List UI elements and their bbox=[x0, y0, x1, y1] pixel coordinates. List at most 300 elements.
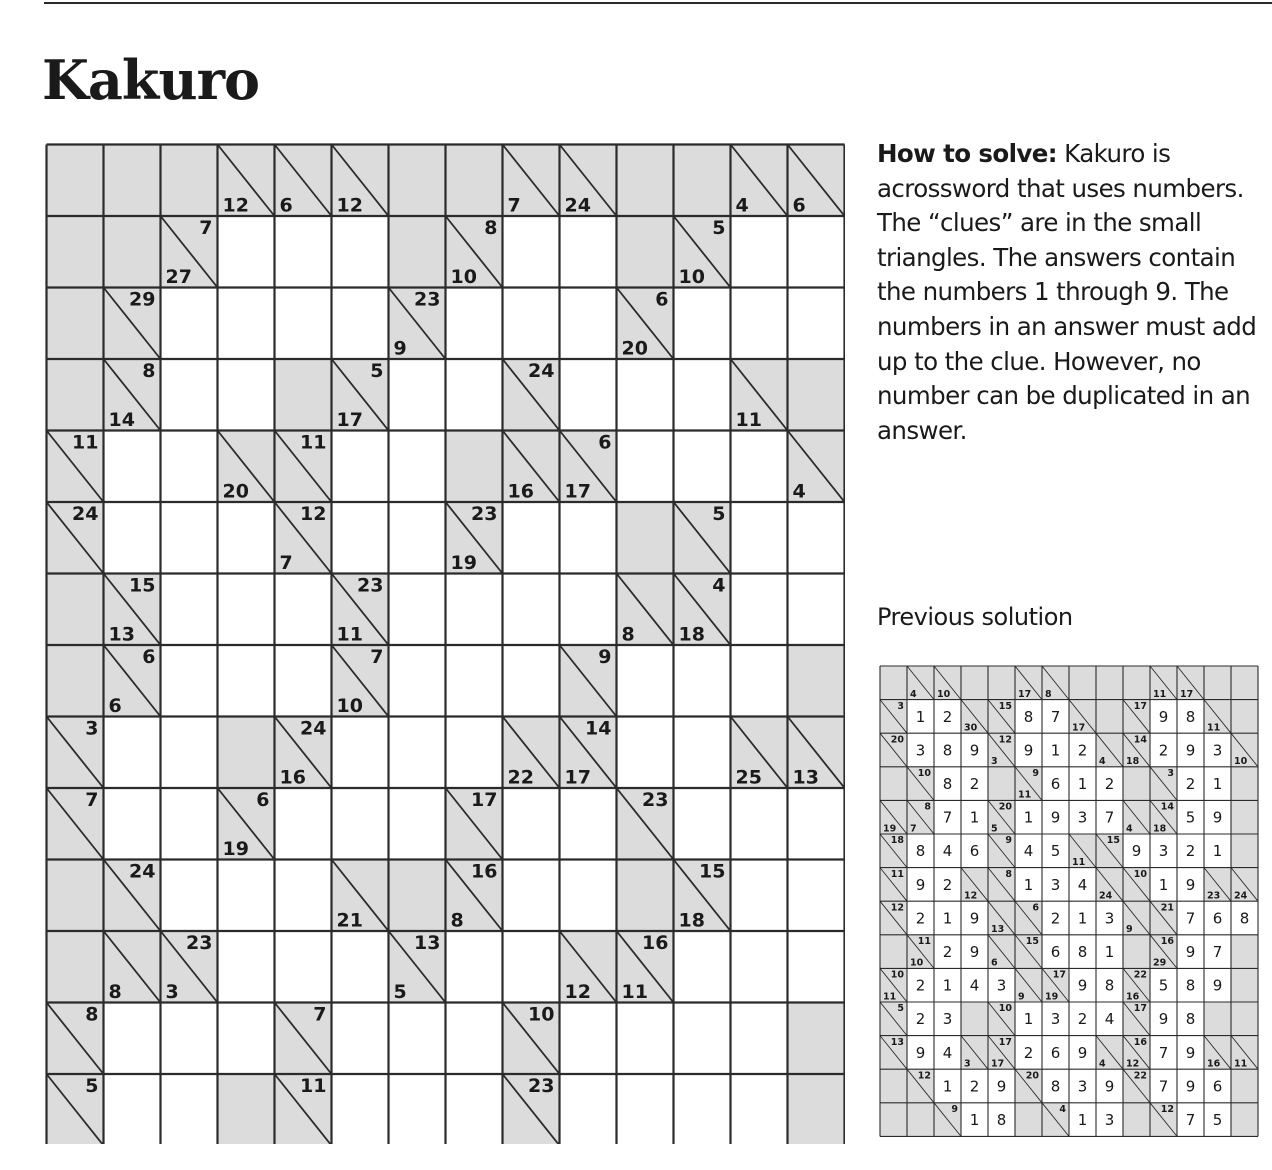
puzzle-answer-cell[interactable] bbox=[332, 788, 389, 860]
solution-block-cell bbox=[1069, 666, 1096, 700]
puzzle-answer-cell[interactable] bbox=[332, 216, 389, 288]
across-clue: 12 bbox=[917, 1070, 931, 1082]
puzzle-block-cell bbox=[788, 645, 845, 717]
solution-answer-cell bbox=[1150, 1069, 1177, 1103]
across-clue: 17 bbox=[471, 788, 498, 811]
puzzle-answer-cell[interactable] bbox=[446, 1074, 503, 1144]
puzzle-answer-cell[interactable] bbox=[389, 502, 446, 574]
puzzle-answer-cell[interactable] bbox=[731, 645, 788, 717]
solution-block-cell bbox=[1231, 1069, 1258, 1103]
solution-answer-cell bbox=[934, 868, 961, 902]
down-clue: 19 bbox=[883, 823, 897, 835]
puzzle-answer-cell[interactable] bbox=[218, 288, 275, 360]
puzzle-answer-cell[interactable] bbox=[560, 788, 617, 860]
puzzle-block-cell bbox=[788, 359, 845, 431]
svg-text:6: 6 bbox=[1050, 1043, 1061, 1062]
solution-answer-cell bbox=[1177, 868, 1204, 902]
puzzle-answer-cell[interactable] bbox=[389, 717, 446, 789]
puzzle-clue-cell bbox=[446, 860, 503, 932]
across-clue: 5 bbox=[85, 1074, 99, 1097]
puzzle-answer-cell[interactable] bbox=[788, 788, 845, 860]
puzzle-answer-cell[interactable] bbox=[389, 645, 446, 717]
svg-text:8: 8 bbox=[1023, 707, 1034, 726]
svg-text:8: 8 bbox=[942, 775, 953, 793]
svg-text:8: 8 bbox=[915, 842, 926, 861]
svg-text:2: 2 bbox=[1158, 741, 1169, 760]
svg-text:1: 1 bbox=[1212, 842, 1223, 861]
puzzle-block-cell bbox=[104, 145, 161, 217]
across-clue: 11 bbox=[72, 431, 99, 454]
puzzle-answer-cell[interactable] bbox=[788, 574, 845, 646]
solution-clue-cell bbox=[988, 733, 1015, 767]
solution-answer-cell bbox=[1150, 834, 1177, 868]
puzzle-answer-cell[interactable] bbox=[788, 931, 845, 1003]
svg-text:3: 3 bbox=[1158, 842, 1169, 861]
across-clue: 9 bbox=[1032, 768, 1039, 780]
puzzle-answer-cell[interactable] bbox=[275, 574, 332, 646]
solution-answer-cell bbox=[988, 1103, 1015, 1137]
puzzle-answer-cell[interactable] bbox=[731, 502, 788, 574]
solution-block-cell bbox=[1123, 935, 1150, 969]
puzzle-answer-cell[interactable] bbox=[275, 931, 332, 1003]
solution-clue-cell bbox=[961, 700, 988, 734]
solution-answer-cell bbox=[1042, 1069, 1069, 1103]
puzzle-answer-cell[interactable] bbox=[218, 931, 275, 1003]
down-clue: 25 bbox=[735, 766, 762, 789]
puzzle-answer-cell[interactable] bbox=[674, 645, 731, 717]
puzzle-answer-cell[interactable] bbox=[446, 1003, 503, 1075]
puzzle-answer-cell[interactable] bbox=[503, 216, 560, 288]
puzzle-clue-cell bbox=[47, 1074, 104, 1144]
across-clue: 14 bbox=[1133, 734, 1147, 746]
puzzle-clue-cell bbox=[503, 717, 560, 789]
solution-answer-cell bbox=[934, 1002, 961, 1036]
puzzle-answer-cell[interactable] bbox=[674, 359, 731, 431]
solution-clue-cell bbox=[907, 666, 934, 700]
puzzle-clue-cell bbox=[617, 788, 674, 860]
puzzle-answer-cell[interactable] bbox=[218, 216, 275, 288]
puzzle-answer-cell[interactable] bbox=[674, 288, 731, 360]
puzzle-answer-cell[interactable] bbox=[389, 359, 446, 431]
puzzle-answer-cell[interactable] bbox=[275, 645, 332, 717]
across-clue: 15 bbox=[699, 860, 726, 883]
puzzle-answer-cell[interactable] bbox=[161, 574, 218, 646]
puzzle-block-cell bbox=[47, 931, 104, 1003]
puzzle-answer-cell[interactable] bbox=[332, 717, 389, 789]
puzzle-clue-cell bbox=[104, 574, 161, 646]
solution-clue-cell bbox=[1042, 1103, 1069, 1137]
svg-text:7: 7 bbox=[1104, 808, 1115, 827]
puzzle-answer-cell[interactable] bbox=[104, 1074, 161, 1144]
puzzle-block-cell bbox=[47, 645, 104, 717]
svg-text:6: 6 bbox=[1212, 909, 1223, 928]
svg-text:1: 1 bbox=[1104, 943, 1115, 961]
puzzle-answer-cell[interactable] bbox=[332, 1003, 389, 1075]
svg-text:2: 2 bbox=[915, 909, 926, 928]
solution-block-cell bbox=[1231, 1103, 1258, 1137]
svg-text:8: 8 bbox=[996, 1111, 1007, 1129]
down-clue: 10 bbox=[450, 266, 477, 288]
puzzle-answer-cell[interactable] bbox=[560, 216, 617, 288]
across-clue: 9 bbox=[951, 1104, 958, 1116]
puzzle-block-cell bbox=[788, 1003, 845, 1075]
svg-text:9: 9 bbox=[915, 875, 926, 894]
puzzle-answer-cell[interactable] bbox=[332, 502, 389, 574]
solution-answer-cell bbox=[907, 901, 934, 935]
solution-answer-cell bbox=[934, 1036, 961, 1070]
down-clue: 18 bbox=[1126, 756, 1140, 768]
puzzle-answer-cell[interactable] bbox=[503, 645, 560, 717]
puzzle-block-cell bbox=[617, 860, 674, 932]
puzzle-answer-cell[interactable] bbox=[389, 788, 446, 860]
puzzle-answer-cell[interactable] bbox=[503, 574, 560, 646]
across-clue: 16 bbox=[471, 860, 498, 883]
across-clue: 16 bbox=[642, 931, 669, 954]
solution-answer-cell bbox=[1042, 1002, 1069, 1036]
puzzle-answer-cell[interactable] bbox=[446, 931, 503, 1003]
puzzle-answer-cell[interactable] bbox=[617, 717, 674, 789]
solution-clue-cell bbox=[1123, 968, 1150, 1002]
svg-text:1: 1 bbox=[942, 909, 953, 928]
svg-text:9: 9 bbox=[1212, 976, 1223, 995]
puzzle-answer-cell[interactable] bbox=[731, 860, 788, 932]
puzzle-answer-cell[interactable] bbox=[617, 645, 674, 717]
puzzle-answer-cell[interactable] bbox=[218, 645, 275, 717]
down-clue: 19 bbox=[1045, 991, 1059, 1003]
across-clue: 10 bbox=[917, 768, 931, 780]
svg-text:1: 1 bbox=[1077, 775, 1088, 793]
puzzle-clue-cell bbox=[275, 145, 332, 217]
puzzle-answer-cell[interactable] bbox=[332, 1074, 389, 1144]
puzzle-answer-cell[interactable] bbox=[161, 288, 218, 360]
puzzle-answer-cell[interactable] bbox=[503, 288, 560, 360]
puzzle-answer-cell[interactable] bbox=[104, 502, 161, 574]
solution-answer-cell bbox=[907, 868, 934, 902]
puzzle-answer-cell[interactable] bbox=[560, 574, 617, 646]
puzzle-answer-cell[interactable] bbox=[104, 1003, 161, 1075]
svg-text:2: 2 bbox=[969, 1077, 980, 1096]
svg-text:1: 1 bbox=[1050, 741, 1061, 760]
puzzle-answer-cell[interactable] bbox=[104, 788, 161, 860]
puzzle-answer-cell[interactable] bbox=[560, 288, 617, 360]
puzzle-clue-cell bbox=[275, 502, 332, 574]
solution-answer-cell bbox=[961, 834, 988, 868]
svg-text:9: 9 bbox=[1185, 741, 1196, 760]
puzzle-clue-cell bbox=[161, 216, 218, 288]
puzzle-answer-cell[interactable] bbox=[161, 1003, 218, 1075]
puzzle-block-cell bbox=[218, 1074, 275, 1144]
puzzle-clue-cell bbox=[47, 431, 104, 503]
svg-text:8: 8 bbox=[1050, 1077, 1061, 1096]
solution-clue-cell bbox=[1123, 868, 1150, 902]
svg-text:5: 5 bbox=[1185, 808, 1196, 827]
across-clue: 11 bbox=[300, 431, 327, 454]
puzzle-answer-cell[interactable] bbox=[332, 931, 389, 1003]
across-clue: 22 bbox=[1133, 1070, 1147, 1082]
puzzle-answer-cell[interactable] bbox=[446, 717, 503, 789]
across-clue: 6 bbox=[1032, 902, 1039, 914]
down-clue: 11 bbox=[1072, 856, 1086, 868]
solution-answer-cell bbox=[1069, 733, 1096, 767]
svg-text:1: 1 bbox=[915, 707, 926, 726]
solution-block-cell bbox=[988, 767, 1015, 801]
puzzle-answer-cell[interactable] bbox=[218, 359, 275, 431]
puzzle-answer-cell[interactable] bbox=[389, 431, 446, 503]
puzzle-answer-cell[interactable] bbox=[503, 788, 560, 860]
svg-text:8: 8 bbox=[1077, 943, 1088, 961]
puzzle-answer-cell[interactable] bbox=[560, 1003, 617, 1075]
across-clue: 7 bbox=[85, 788, 99, 811]
solution-answer-cell bbox=[1204, 800, 1231, 834]
down-clue: 5 bbox=[991, 823, 998, 835]
across-clue: 8 bbox=[1005, 868, 1012, 880]
svg-text:9: 9 bbox=[996, 1077, 1007, 1096]
down-clue: 16 bbox=[1207, 1058, 1221, 1070]
puzzle-answer-cell[interactable] bbox=[332, 431, 389, 503]
puzzle-answer-cell[interactable] bbox=[446, 288, 503, 360]
svg-text:9: 9 bbox=[1185, 943, 1196, 961]
puzzle-answer-cell[interactable] bbox=[389, 574, 446, 646]
down-clue: 10 bbox=[937, 688, 951, 700]
puzzle-answer-cell[interactable] bbox=[503, 860, 560, 932]
solution-clue-cell bbox=[907, 935, 934, 969]
solution-clue-cell bbox=[1042, 968, 1069, 1002]
puzzle-answer-cell[interactable] bbox=[674, 431, 731, 503]
solution-answer-cell bbox=[934, 767, 961, 801]
puzzle-answer-cell[interactable] bbox=[161, 788, 218, 860]
across-clue: 12 bbox=[1160, 1104, 1174, 1116]
down-clue: 23 bbox=[1207, 890, 1221, 902]
svg-text:9: 9 bbox=[1185, 875, 1196, 894]
puzzle-clue-cell bbox=[104, 645, 161, 717]
down-clue: 24 bbox=[1234, 890, 1248, 902]
down-clue: 11 bbox=[621, 981, 648, 1003]
across-clue: 5 bbox=[712, 216, 726, 239]
solution-clue-cell bbox=[1015, 935, 1042, 969]
puzzle-answer-cell[interactable] bbox=[788, 288, 845, 360]
solution-clue-cell bbox=[1204, 700, 1231, 734]
solution-answer-cell bbox=[1042, 868, 1069, 902]
puzzle-answer-cell[interactable] bbox=[617, 1074, 674, 1144]
puzzle-answer-cell[interactable] bbox=[161, 717, 218, 789]
puzzle-block-cell bbox=[161, 145, 218, 217]
solution-block-cell bbox=[1231, 968, 1258, 1002]
svg-text:1: 1 bbox=[1023, 875, 1034, 894]
puzzle-answer-cell[interactable] bbox=[161, 502, 218, 574]
puzzle-answer-cell[interactable] bbox=[503, 502, 560, 574]
down-clue: 27 bbox=[165, 266, 192, 288]
puzzle-answer-cell[interactable] bbox=[389, 1074, 446, 1144]
svg-text:1: 1 bbox=[1212, 775, 1223, 793]
svg-text:4: 4 bbox=[942, 842, 953, 861]
solution-answer-cell bbox=[1204, 1103, 1231, 1137]
across-clue: 13 bbox=[890, 1036, 904, 1048]
solution-clue-cell bbox=[1150, 935, 1177, 969]
solution-clue-cell bbox=[880, 1002, 907, 1036]
solution-answer-cell bbox=[934, 834, 961, 868]
puzzle-answer-cell[interactable] bbox=[275, 216, 332, 288]
puzzle-answer-cell[interactable] bbox=[674, 1074, 731, 1144]
solution-answer-cell bbox=[1177, 968, 1204, 1002]
puzzle-answer-cell[interactable] bbox=[731, 574, 788, 646]
solution-clue-cell bbox=[961, 868, 988, 902]
puzzle-answer-cell[interactable] bbox=[617, 1003, 674, 1075]
svg-text:7: 7 bbox=[1158, 1043, 1169, 1062]
puzzle-answer-cell[interactable] bbox=[674, 1003, 731, 1075]
puzzle-answer-cell[interactable] bbox=[731, 288, 788, 360]
puzzle-answer-cell[interactable] bbox=[332, 288, 389, 360]
solution-answer-cell bbox=[1231, 901, 1258, 935]
svg-text:9: 9 bbox=[969, 943, 980, 961]
puzzle-answer-cell[interactable] bbox=[788, 216, 845, 288]
down-clue: 17 bbox=[336, 409, 363, 431]
puzzle-answer-cell[interactable] bbox=[560, 1074, 617, 1144]
puzzle-answer-cell[interactable] bbox=[275, 860, 332, 932]
across-clue: 14 bbox=[1160, 801, 1174, 813]
solution-answer-cell bbox=[1069, 767, 1096, 801]
puzzle-answer-cell[interactable] bbox=[617, 359, 674, 431]
puzzle-answer-cell[interactable] bbox=[104, 717, 161, 789]
puzzle-answer-cell[interactable] bbox=[161, 645, 218, 717]
across-clue: 12 bbox=[998, 734, 1012, 746]
solution-clue-cell bbox=[1123, 1069, 1150, 1103]
down-clue: 4 bbox=[1099, 1058, 1106, 1070]
puzzle-block-cell bbox=[446, 145, 503, 217]
solution-answer-cell bbox=[961, 968, 988, 1002]
solution-answer-cell bbox=[934, 800, 961, 834]
puzzle-answer-cell[interactable] bbox=[446, 645, 503, 717]
puzzle-answer-cell[interactable] bbox=[674, 931, 731, 1003]
svg-text:3: 3 bbox=[1050, 1010, 1061, 1029]
svg-text:8: 8 bbox=[1185, 707, 1196, 726]
puzzle-answer-cell[interactable] bbox=[218, 1003, 275, 1075]
puzzle-answer-cell[interactable] bbox=[731, 216, 788, 288]
down-clue: 6 bbox=[991, 957, 998, 969]
solution-answer-cell bbox=[907, 1002, 934, 1036]
page-title: Kakuro bbox=[42, 48, 260, 112]
solution-answer-cell bbox=[1096, 767, 1123, 801]
solution-clue-cell bbox=[1015, 968, 1042, 1002]
solution-answer-cell bbox=[961, 935, 988, 969]
down-clue: 21 bbox=[336, 909, 363, 932]
puzzle-clue-cell bbox=[446, 788, 503, 860]
puzzle-answer-cell[interactable] bbox=[674, 788, 731, 860]
puzzle-clue-cell bbox=[104, 288, 161, 360]
puzzle-answer-cell[interactable] bbox=[275, 788, 332, 860]
across-clue: 7 bbox=[313, 1003, 327, 1026]
puzzle-block-cell bbox=[275, 359, 332, 431]
puzzle-answer-cell[interactable] bbox=[731, 1074, 788, 1144]
puzzle-answer-cell[interactable] bbox=[218, 860, 275, 932]
across-clue: 3 bbox=[85, 717, 99, 740]
solution-clue-cell bbox=[934, 1103, 961, 1137]
puzzle-answer-cell[interactable] bbox=[788, 502, 845, 574]
svg-text:4: 4 bbox=[1023, 842, 1034, 861]
svg-text:3: 3 bbox=[1077, 1077, 1088, 1096]
svg-text:1: 1 bbox=[969, 1111, 980, 1129]
puzzle-answer-cell[interactable] bbox=[446, 574, 503, 646]
puzzle-answer-cell[interactable] bbox=[731, 788, 788, 860]
down-clue: 9 bbox=[1018, 991, 1025, 1003]
puzzle-clue-cell bbox=[218, 788, 275, 860]
puzzle-clue-cell bbox=[47, 717, 104, 789]
puzzle-answer-cell[interactable] bbox=[446, 359, 503, 431]
puzzle-answer-cell[interactable] bbox=[503, 931, 560, 1003]
puzzle-answer-cell[interactable] bbox=[389, 1003, 446, 1075]
down-clue: 16 bbox=[507, 480, 534, 503]
puzzle-answer-cell[interactable] bbox=[788, 860, 845, 932]
puzzle-answer-cell[interactable] bbox=[161, 431, 218, 503]
puzzle-clue-cell bbox=[332, 645, 389, 717]
solution-block-cell bbox=[880, 666, 907, 700]
svg-text:1: 1 bbox=[1077, 909, 1088, 928]
puzzle-answer-cell[interactable] bbox=[161, 860, 218, 932]
svg-text:9: 9 bbox=[1077, 976, 1088, 995]
across-clue: 11 bbox=[300, 1074, 327, 1097]
puzzle-answer-cell[interactable] bbox=[560, 359, 617, 431]
solution-block-cell bbox=[1123, 767, 1150, 801]
puzzle-answer-cell[interactable] bbox=[731, 1003, 788, 1075]
puzzle-answer-cell[interactable] bbox=[731, 431, 788, 503]
puzzle-answer-cell[interactable] bbox=[218, 502, 275, 574]
puzzle-answer-cell[interactable] bbox=[161, 359, 218, 431]
puzzle-answer-cell[interactable] bbox=[617, 431, 674, 503]
solution-answer-cell bbox=[934, 935, 961, 969]
down-clue: 29 bbox=[1153, 957, 1167, 969]
puzzle-block-cell bbox=[788, 1074, 845, 1144]
puzzle-answer-cell[interactable] bbox=[674, 717, 731, 789]
puzzle-clue-cell bbox=[503, 145, 560, 217]
puzzle-clue-cell bbox=[275, 1003, 332, 1075]
puzzle-clue-cell bbox=[503, 1074, 560, 1144]
puzzle-answer-cell[interactable] bbox=[731, 931, 788, 1003]
down-clue: 19 bbox=[222, 838, 249, 860]
svg-text:7: 7 bbox=[942, 808, 953, 827]
solution-answer-cell bbox=[1069, 800, 1096, 834]
kakuro-puzzle-grid[interactable] bbox=[45, 143, 845, 1144]
solution-block-cell bbox=[1123, 1103, 1150, 1137]
puzzle-block-cell bbox=[47, 860, 104, 932]
across-clue: 8 bbox=[142, 359, 156, 382]
across-clue: 8 bbox=[484, 216, 498, 239]
svg-text:3: 3 bbox=[942, 1010, 953, 1029]
across-clue: 6 bbox=[655, 288, 669, 311]
puzzle-answer-cell[interactable] bbox=[218, 574, 275, 646]
puzzle-answer-cell[interactable] bbox=[161, 1074, 218, 1144]
across-clue: 23 bbox=[471, 502, 498, 525]
puzzle-answer-cell[interactable] bbox=[104, 431, 161, 503]
down-clue: 18 bbox=[1153, 823, 1167, 835]
puzzle-answer-cell[interactable] bbox=[560, 860, 617, 932]
svg-text:1: 1 bbox=[942, 1077, 953, 1096]
across-clue: 16 bbox=[1160, 936, 1174, 948]
svg-text:1: 1 bbox=[1077, 1111, 1088, 1129]
svg-text:8: 8 bbox=[1239, 909, 1250, 928]
solution-clue-cell bbox=[1231, 1036, 1258, 1070]
across-clue: 18 bbox=[890, 835, 904, 847]
solution-answer-cell bbox=[1042, 935, 1069, 969]
puzzle-answer-cell[interactable] bbox=[560, 502, 617, 574]
puzzle-block-cell bbox=[47, 574, 104, 646]
solution-answer-cell bbox=[1177, 800, 1204, 834]
solution-answer-cell bbox=[1150, 700, 1177, 734]
across-clue: 11 bbox=[917, 936, 931, 948]
puzzle-answer-cell[interactable] bbox=[275, 288, 332, 360]
solution-clue-cell bbox=[1123, 1036, 1150, 1070]
solution-clue-cell bbox=[880, 868, 907, 902]
down-clue: 4 bbox=[792, 480, 806, 503]
solution-clue-cell bbox=[1096, 733, 1123, 767]
